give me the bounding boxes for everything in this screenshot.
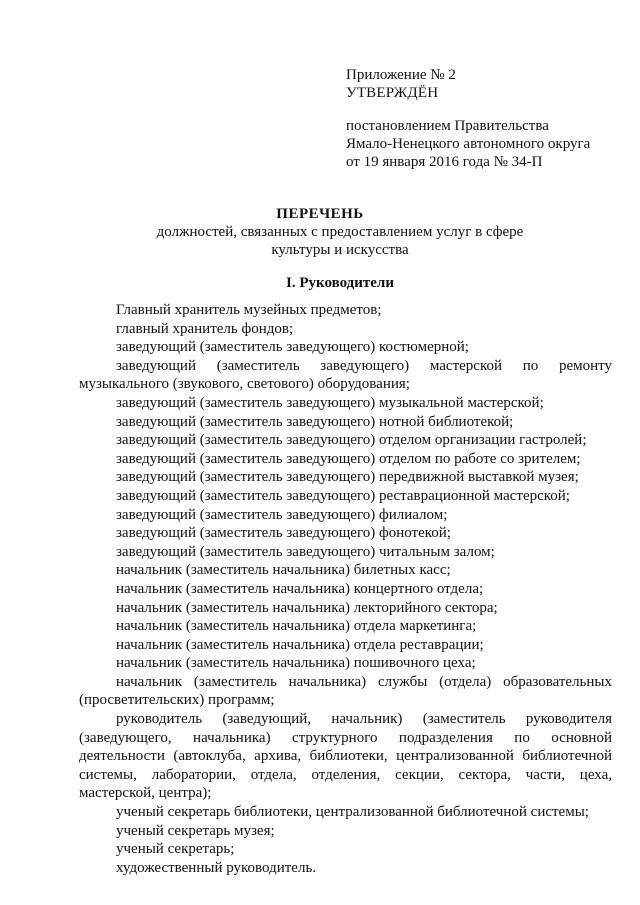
list-item: заведующий (заместитель заведующего) фонотекой; [116, 525, 451, 542]
approved-label: УТВЕРЖДЁН [346, 85, 439, 101]
list-item: начальник (заместитель начальника) отдела реставрации; [116, 636, 484, 653]
list-item: ученый секретарь; [116, 841, 235, 858]
list-item: заведующий (заместитель заведующего) филиалом; [116, 506, 448, 523]
list-item: заведующий (заместитель заведующего) отделом организации гастролей; [116, 432, 587, 449]
decree-line-2: Ямало-Ненецкого автономного округа [346, 136, 591, 152]
list-item: заведующий (заместитель заведующего) мастерской по ремонту музыкального (звукового, светового) оборудования; [79, 357, 612, 393]
list-item: заведующий (заместитель заведующего) костюмерной; [116, 339, 469, 356]
list-item: художественный руководитель. [116, 859, 317, 876]
decree-line-1: постановлением Правительства [346, 118, 549, 134]
list-item: начальник (заместитель начальника) службы (отдела) образовательных (просветительских) программ; [79, 673, 612, 709]
approval-block [346, 66, 590, 171]
document-subtitle-line-2: культуры и искусства [271, 242, 409, 258]
list-item: начальник (заместитель начальника) концертного отдела; [116, 580, 484, 597]
list-item: заведующий (заместитель заведующего) нотной библиотекой; [116, 413, 514, 430]
list-item: заведующий (заместитель заведующего) музыкальной мастерской; [116, 394, 544, 411]
list-item: начальник (заместитель начальника) отдела маркетинга; [116, 618, 477, 635]
list-item: ученый секретарь музея; [116, 822, 275, 839]
document-title: ПЕРЕЧЕНЬ [276, 206, 364, 222]
list-item: заведующий (заместитель заведующего) читальным залом; [116, 543, 495, 560]
decree-line-3: от 19 января 2016 года № 34-П [346, 154, 543, 170]
approval-spacer [346, 102, 590, 117]
list-item: главный хранитель фондов; [116, 320, 294, 337]
list-item: ученый секретарь библиотеки, централизованной библиотечной системы; [116, 804, 589, 821]
list-item: начальник (заместитель начальника) пошивочного цеха; [116, 655, 476, 672]
list-item: заведующий (заместитель заведующего) передвижной выставкой музея; [116, 469, 579, 486]
list-item: Главный хранитель музейных предметов; [116, 302, 382, 318]
list-item: начальник (заместитель начальника) лекторийного сектора; [116, 599, 498, 616]
positions-list [79, 301, 612, 877]
section-heading: I. Руководители [286, 275, 394, 291]
list-item: руководитель (заведующий, начальник) (заместитель руководителя (заведующего, начальника) структурного подразделения по основной деятельности (автоклуба, архива, библиотеки, централизованной библиотечной системы, лаборатории, отдела, отделения, секции, сектора, части, цеха, мастерской, центра); [79, 711, 612, 802]
appendix-number: Приложение № 2 [346, 67, 456, 83]
list-item: начальник (заместитель начальника) билетных касс; [116, 562, 451, 579]
document-subtitle-line-1: должностей, связанных с предоставлением услуг в сфере [156, 224, 524, 240]
list-item: заведующий (заместитель заведующего) отделом по работе со зрителем; [116, 450, 581, 467]
list-item: заведующий (заместитель заведующего) реставрационной мастерской; [116, 487, 570, 504]
